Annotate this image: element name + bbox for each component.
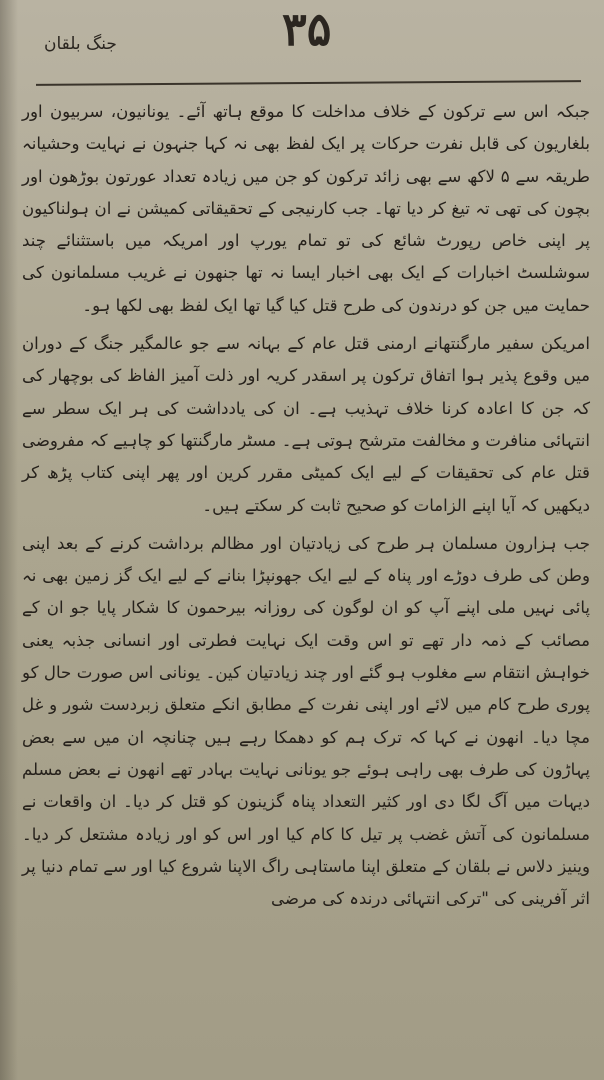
paragraph-3: جب ہزارون مسلمان ہر طرح کی زیادتیان اور مظالم برداشت کرنے کے بعد اپنی وطن کی طرف دوڑے اور پناہ کے لیے ایک جھونپڑا بنانے کے لیے ایک گز زمین بھی نہ پائی نہیں ملی اپنے آپ کو ان لوگون کی روزانہ بیرحمون کا شکار پایا جو ان کے مصائب کے ذمہ دار تھے تو اس وقت ایک نہایت فطرتی اور انسانی جذبہ یعنی خواہش انتقام سے مغلوب ہو گئے اور چند زیادتیان کین۔ یونانی اس صورت حال کو پوری طرح کام میں لائے اور اپنی نفرت کے مطابق انکے متعلق زبردست شور و غل مچا دیا۔ انھون نے کہا کہ ترک ہم کو دھمکا رہے ہیں چنانچہ ان میں سے بعض پہاڑون کی طرف بھی راہی ہوئے جو یونانی نہایت بہادر تھے انھون نے بعض مسلم دیہات میں آگ لگا دی اور کثیر التعداد پناہ گزینون کو قتل کر دیا۔ ان واقعات نے مسلمانون کی آتش غضب پر تیل کا کام کیا اور اس کو اور زیادہ مشتعل کر دیا۔ وینیز دلاس نے بلقان کے متعلق اپنا ماستاہی راگ الاپنا شروع کیا اور سے تمام دنیا پر اثر آفرینی کی "ترکی انتہائی درندہ کی مرضی — [22, 533, 590, 909]
page-header — [0, 0, 604, 90]
running-title: جنگ بلقان — [44, 34, 117, 54]
paragraph-2: امریکن سفیر مارگنتھانے ارمنی قتل عام کے بہانہ سے جو عالمگیر جنگ کے دوران میں وقوع پذیر ہوا اتفاق ترکون پر اسقدر کریہ اور ذلت آمیز الفاظ کی بوچھار کی کہ جن کا اعادہ کرنا خلاف تہذیب ہے۔ ان کی یادداشت کی ہر ایک سطر سے انتہائی منافرت و مخالفت مترشح ہوتی ہے۔ مسٹر مارگنتھا کو چاہیے کہ مفروضی قتل عام کی تحقیقات کے لیے ایک کمیٹی مقرر کرین اور پھر اپنی کتاب پڑھ کر دیکھیں کہ آیا اپنے الزامات کو صحیح ثابت کر سکتے ہیں۔ — [22, 334, 590, 515]
page-number: ۳۵ — [282, 2, 332, 56]
page-binding-shadow — [0, 0, 18, 1080]
paragraph-1: جبکہ اس سے ترکون کے خلاف مداخلت کا موقع ہاتھ آئے۔ یونانیون، سربیون اور بلغاریون کی قابل نفرت حرکات پر ایک لفظ بھی نہ کہا جنہون نے نہایت وحشیانہ طریقہ سے ۵ لاکھ سے بھی زائد ترکون کو جن میں زیادہ تعداد عورتون بوڑھون اور بچون کی تھی تہ تیغ کر دیا تھا۔ جب کارنیجی کے تحقیقاتی کمیشن نے ان ہولناکیون پر اپنی خاص رپورٹ شائع کی تو تمام یورپ اور امریکہ میں باستثنائے چند سوشلسٹ اخبارات کے ایک بھی اخبار ایسا نہ تھا جنھون نے غریب مسلمانون کی حمایت میں جن کو درندون کی طرح قتل کیا گیا تھا ایک لفظ بھی لکھا ہو۔ — [22, 102, 591, 315]
body-text — [22, 96, 590, 915]
header-rule — [36, 80, 581, 86]
